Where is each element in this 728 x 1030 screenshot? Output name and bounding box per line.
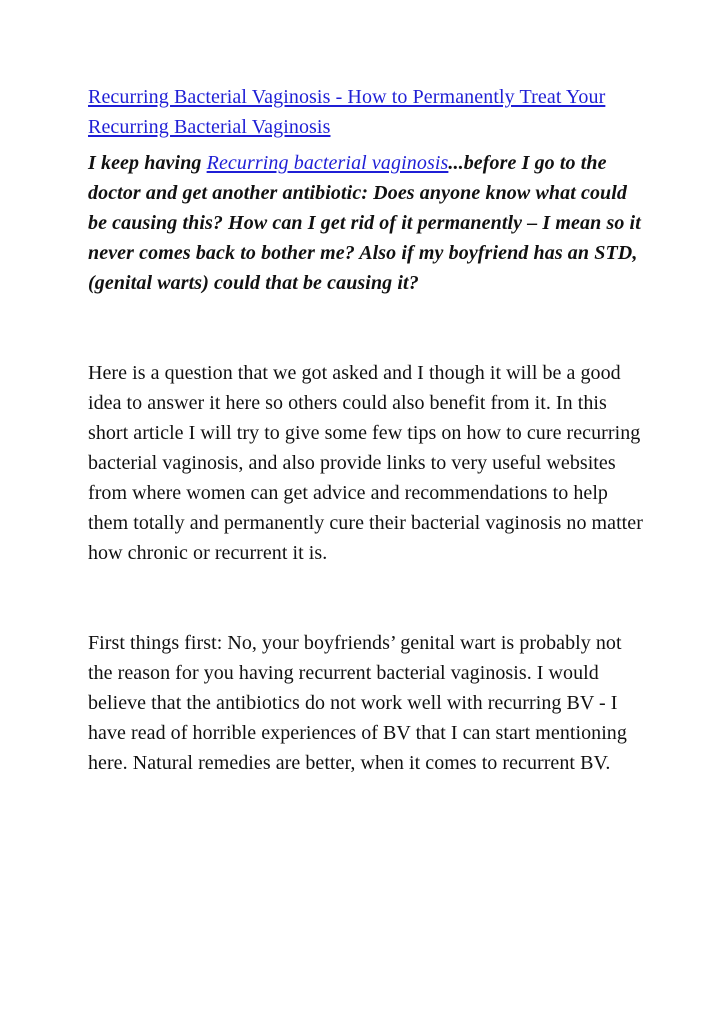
article-title-link[interactable]: Recurring Bacterial Vaginosis - How to Permanently Treat Your Recurring Bacterial Vaginosis	[88, 86, 606, 138]
intro-paragraph: Here is a question that we got asked and I though it will be a good idea to answer it here so others could also benefit from it. In this short article I will try to give some few tips on how to cure recurring bacterial vaginosis, and also provide links to very useful websites from where women can get advice and recommendations to help them totally and permanently cure their bacterial vaginosis no matter how chronic or recurrent it is.	[88, 362, 643, 564]
question-paragraph	[88, 148, 648, 298]
document-page	[88, 82, 648, 778]
question-suffix: ...before I go to the doctor and get another antibiotic: Does anyone know what could be causing this? How can I get rid of it permanently – I mean so it never comes back to bother me? Also if my boyfriend has an STD, (genital warts) could that be causing it?	[88, 152, 641, 294]
recurring-bv-link[interactable]: Recurring bacterial vaginosis	[206, 152, 449, 174]
first-things-paragraph: First things first: No, your boyfriends’ genital wart is probably not the reason for you having recurrent bacterial vaginosis. I would believe that the antibiotics do not work well with recurring BV - I have read of horrible experiences of BV that I can start mentioning here. Natural remedies are better, when it comes to recurrent BV.	[88, 632, 627, 774]
question-prefix: I keep having	[88, 152, 207, 174]
